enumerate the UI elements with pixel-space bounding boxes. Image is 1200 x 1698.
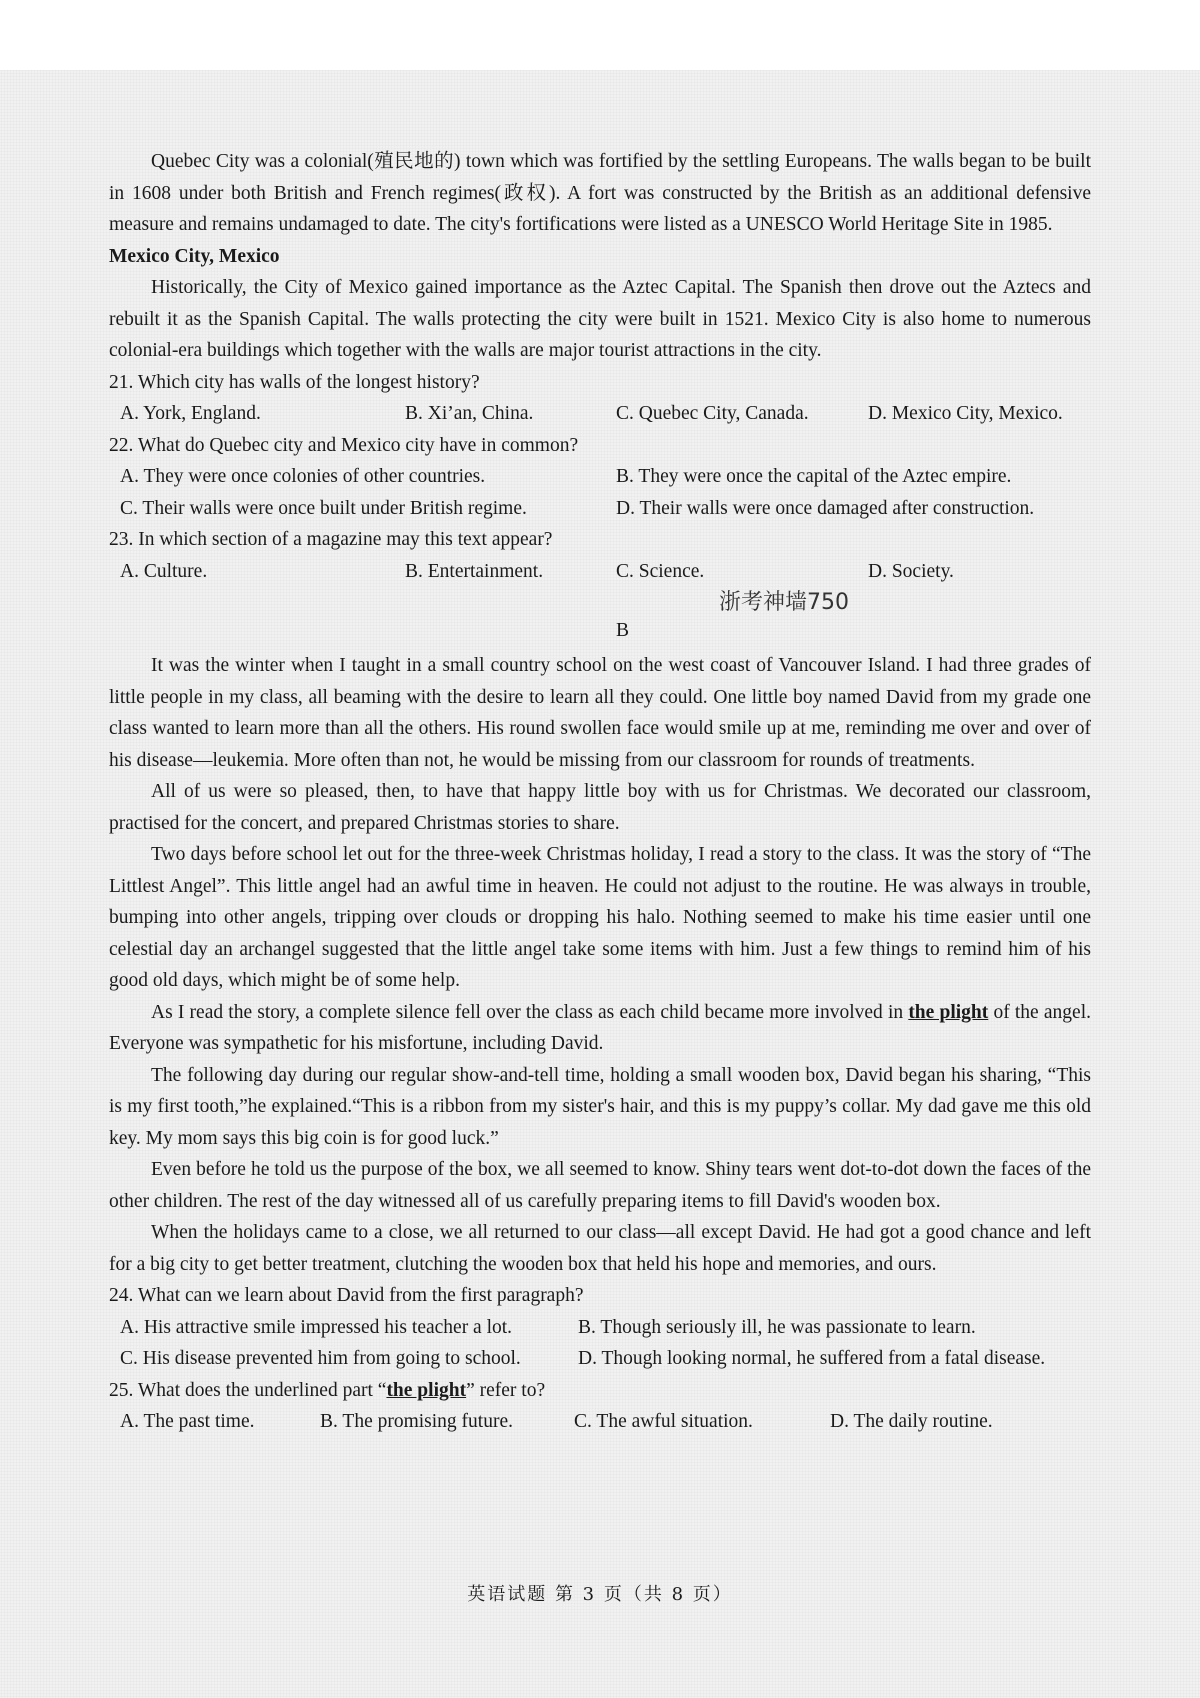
question-25-stem-before: 25. What does the underlined part “ — [109, 1379, 387, 1401]
page-footer: 英语试题 第 3 页（共 8 页） — [467, 1584, 733, 1605]
passage-b-paragraph-2: All of us were so pleased, then, to have that happy little boy with us for Christmas. We decorated our classroom, practised for the concert, and prepared Christmas stories to share. — [109, 781, 1091, 834]
passage-b-paragraph-4 — [109, 997, 1091, 1060]
paragraph-4-text-before: As I read the story, a complete silence fell over the class as each child became more involved in — [151, 1001, 909, 1023]
question-25-option-b: B. The promising future. — [320, 1411, 513, 1432]
paragraph-4-text-after: of the angel. Everyone was sympathetic for his misfortune, including David. — [109, 1001, 1091, 1054]
question-23-option-d: D. Society. — [868, 560, 954, 582]
question-24-option-c: C. His disease prevented him from going to school. — [120, 1348, 521, 1369]
question-23-option-b: B. Entertainment. — [405, 560, 544, 582]
passage-b-paragraph-3: Two days before school let out for the three-week Christmas holiday, I read a story to the class. It was the story of “The Littlest Angel”. This little angel had an awful time in heaven. He could not adjust to the routine. He was always in trouble, bumping into other angels, tripping over clouds or dropping his halo. Nothing seemed to make his time easier until one celestial day an archangel suggested that the little angel take some items with him. Just a few things to remind him of his good old days, which might be of some help. — [109, 844, 1091, 991]
question-24-option-a: A. His attractive smile impressed his teacher a lot. — [120, 1316, 513, 1338]
passage-b-paragraph-6: Even before he told us the purpose of the box, we all seemed to know. Shiny tears went dot-to-dot down the faces of the other children. The rest of the day witnessed all of us carefully preparing items to fill David's wooden box. — [109, 1159, 1091, 1212]
section-b-label: B — [616, 620, 630, 641]
question-22-option-a: A. They were once colonies of other countries. — [120, 466, 486, 487]
question-22-option-d: D. Their walls were once damaged after construction. — [616, 497, 1035, 519]
question-25-option-c: C. The awful situation. — [574, 1411, 753, 1432]
mexico-paragraph: Historically, the City of Mexico gained importance as the Aztec Capital. The Spanish then drove out the Aztecs and rebuilt it as the Spanish Capital. The walls protecting the city were built in 1521. Mexico City is also home to numerous colonial-era buildings which together with the walls are major tourist attractions in the city. — [109, 277, 1091, 361]
question-22-stem: 22. What do Quebec city and Mexico city have in common? — [109, 434, 579, 456]
page-content — [109, 146, 1091, 1438]
question-25-options — [109, 1406, 1091, 1438]
watermark-text: 浙考神墙750 — [719, 590, 849, 615]
question-23-stem: 23. In which section of a magazine may this text appear? — [109, 529, 553, 550]
question-25-option-a: A. The past time. — [120, 1411, 255, 1432]
question-23-option-a: A. Culture. — [120, 560, 208, 582]
passage-b-paragraph-5: The following day during our regular show-and-tell time, holding a small wooden box, David began his sharing, “This is my first tooth,”he explained.“This is a ribbon from my sister's hair, and this is my puppy’s collar. My dad gave me this old key. My mom says this big coin is for good luck.” — [109, 1064, 1091, 1149]
question-25-stem-after: ” refer to? — [466, 1379, 546, 1401]
question-23-options — [109, 556, 1091, 588]
quebec-paragraph: Quebec City was a colonial(殖民地的) town which was fortified by the settling Europeans. The walls began to be built in 1608 under both British and French regimes(政权). A fort was constructed by the British as an additional defensive measure and remains undamaged to date. The city's fortifications were listed as a UNESCO World Heritage Site in 1985. — [109, 151, 1091, 235]
question-21-option-d: D. Mexico City, Mexico. — [868, 403, 1063, 424]
question-22-options-row1 — [109, 461, 1091, 493]
underlined-phrase: the plight — [908, 1001, 989, 1023]
question-24-options-row2 — [109, 1343, 1091, 1375]
question-25-stem — [109, 1375, 1091, 1407]
question-24-options-row1 — [109, 1312, 1091, 1344]
question-21-option-c: C. Quebec City, Canada. — [616, 403, 809, 424]
question-21-option-a: A. York, England. — [120, 403, 261, 424]
question-21-options — [109, 398, 1091, 430]
question-22-option-b: B. They were once the capital of the Aztec empire. — [616, 466, 1012, 487]
question-23-option-c: C. Science. — [616, 560, 705, 582]
question-22-options-row2 — [109, 493, 1091, 525]
passage-b-paragraph-1: It was the winter when I taught in a small country school on the west coast of Vancouver Island. I had three grades of little people in my class, all beaming with the desire to learn all they could. One little boy named David from my grade one class wanted to learn more than all the others. His round swollen face would smile up at me, reminding me over and over of his disease—leukemia. More often than not, he would be missing from our classroom for rounds of treatments. — [109, 655, 1091, 771]
question-21-option-b: B. Xi’an, China. — [405, 403, 534, 424]
question-21-stem: 21. Which city has walls of the longest history? — [109, 371, 480, 393]
question-25-underlined: the plight — [386, 1379, 467, 1401]
question-25-option-d: D. The daily routine. — [830, 1411, 993, 1432]
question-24-option-d: D. Though looking normal, he suffered from a fatal disease. — [578, 1348, 1046, 1369]
section-b-header — [109, 587, 1091, 650]
question-24-option-b: B. Though seriously ill, he was passionate to learn. — [578, 1316, 976, 1338]
passage-b-paragraph-7: When the holidays came to a close, we all returned to our class—all except David. He had got a good chance and left for a big city to get better treatment, clutching the wooden box that held his hope and memories, and ours. — [109, 1222, 1091, 1275]
mexico-heading: Mexico City, Mexico — [109, 245, 280, 267]
question-24-stem: 24. What can we learn about David from the first paragraph? — [109, 1285, 584, 1306]
question-22-option-c: C. Their walls were once built under British regime. — [120, 497, 527, 519]
